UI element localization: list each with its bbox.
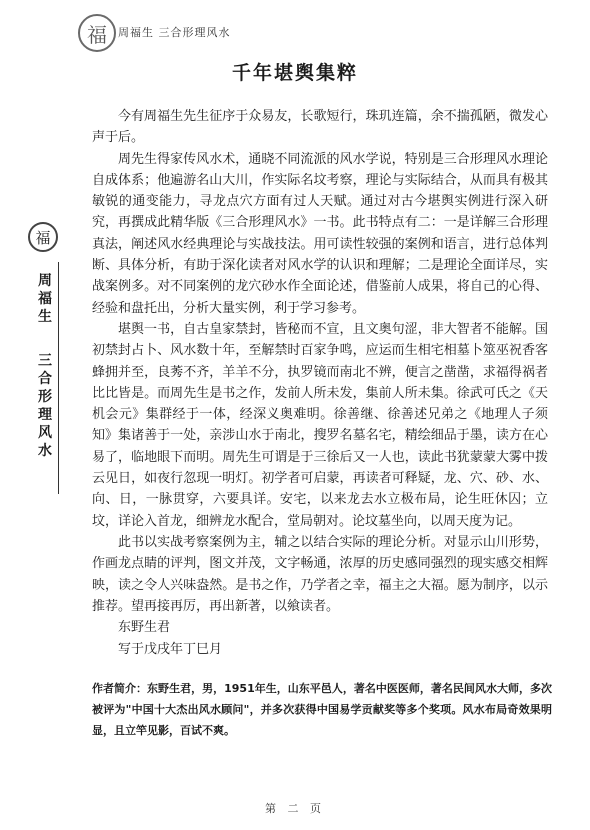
signature-date: 写于戊戌年丁巳月 [118,642,223,658]
page-number: 第 二 页 [265,802,325,815]
page-title: 千年堪舆集粹 [231,62,358,84]
paragraph: 周先生得家传风水术，通晓不同流派的风水学说，特别是三合形理风水理论自成体系；他遍游名山大川，作实际名坟考察，理论与实际结合，从而具有极其敏锐的通变能力，寻龙点穴方面有过人天赋。通过对古今堪舆实例进行深入研究，再撰成此精华版《三合形理风水》一书。此书特点有二：一是详解三合形理真法，阐述风水经典理论与实战技法。用可读性较强的案例和语言，进行总体判断、具体分析，有助于深化读者对风水学的认识和理解；二是理论全面详尽，实战案例多。对不同案例的龙穴砂水作全面论述，借鉴前人成果，将自己的心得、经验和盘托出，分析大量实例，利于学习参考。 [92,151,548,316]
paragraph: 堪舆一书，自古皇家禁封，皆秘而不宣，且文奥句涩，非大智者不能解。国初禁封占卜、风水数十年，至解禁时百家争鸣，应运而生相宅相墓卜筮巫祝香客蜂拥并至，良莠不齐，羊羊不分，执罗镜而南北不辨，便言之凿凿，求福得祸者比比皆是。而周先生是书之作，发前人所未发，集前人所未集。徐武可氏之《天机会元》集群经于一体，经深义奥难明。徐善继、徐善述兄弟之《地理人子须知》集诸善于一处，亲涉山水于南北，搜罗名墓名宅，精绘细品于墨，读方在心易了，临地眼下而明。周先生可谓是于三徐后又一人也，读此书犹蒙蒙大雾中拨云见日，如夜行忽现一明灯。初学者可启蒙，再读者可释疑，龙、穴、砂、水、向、日，一脉贯穿，六要具详。安宅，以来龙去水立极布局，论生旺休囚；立坟，详论入首龙，细辨龙水配合，堂局朝对。论坟墓坐向，以周天度为记。 [92,321,548,529]
sidebar-author: 周福生 [38,273,52,325]
paragraph: 此书以实战考察案例为主，辅之以结合实际的理论分析。对显示山川形势，作画龙点睛的评判，图文并茂，文字畅通，浓厚的历史感同强烈的现实感交相辉映，读之令人兴味盎然。是书之作，乃学者之幸，福主之大福。愿为制序，以示推荐。望再接再厉，再出新著，以飨读者。 [92,534,548,614]
author-bio: 作者简介：东野生君，男，1951年生，山东平邑人，著名中医医师，著名民间风水大师，多次被评为"中国十大杰出风水顾问"，并多次获得中国易学贡献奖等多个奖项。风水布局奇效果明显，且立竿见影，百试不爽。 [92,682,552,737]
paragraph: 今有周福生先生征序于众易友，长歌短行，珠玑连篇，余不揣孤陋，微发心声于后。 [92,109,548,146]
sidebar-seal [28,222,58,262]
sidebar-book-title: 三合形理风水 [38,353,52,459]
signature-name: 东野生君 [118,620,171,636]
sidebar-divider [58,262,59,494]
running-header: 周福生 三合形理风水 [118,26,231,39]
fu-seal-icon: 福 [78,14,116,52]
preface-body [92,106,548,661]
page-header [0,0,590,58]
fu-seal-side-icon: 福 [28,222,58,252]
